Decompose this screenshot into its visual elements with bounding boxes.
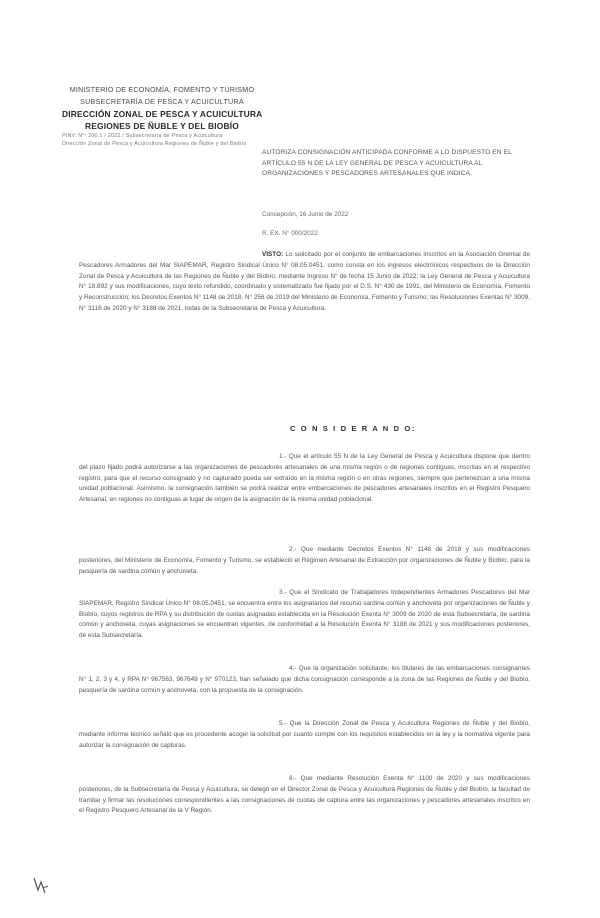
considerando-item-6 — [79, 774, 530, 817]
regions-line: REGIONES DE ÑUBLE Y DEL BIOBÍO — [85, 121, 239, 131]
item-text: Que el artículo 55 N de la Ley General de Pesca y Acuicultura dispone que dentro del plazo fijado podrá autorizarse a las organizaciones de pescadores artesanales de una misma región o de regiones contiguas, inscritas en el respectivo registro, para que el recurso consignado y no capturado pueda ser extraído en la misma región o en otras regiones, siempre que pertenezcan a una misma unidad poblacional. Asimismo, la consignación también se podrá realizar entre embarcaciones de pescadores artesanales inscritos en el Registro Pesquero Artesanal, en regiones no contiguas al lugar de origen de la asignación de la misma unidad poblacional. — [79, 453, 530, 504]
considerando-heading: C O N S I D E R A N D O: — [290, 424, 417, 433]
visto-text: Lo solicitado por el conjunto de embarcaciones inscritos en la Asociación Gremial de Pescadores Armadores del Mar SIAPEMAR, Registro Sindical Único N° 08.05.0451, como consta en los ingresos electrónicos respectivos de la Dirección Zonal de Pesca y Acuicultura de las Regiones de Ñuble y del Biobío, mediante Ingreso N° de fecha 15 Junio de 2022; la Ley General de Pesca y Acuicultura N° 18.892 y sus modificaciones, cuyo texto refundido, coordinado y sistematizado fue fijado por el D.S. N° 430 de 1991, del Ministerio de Economía, Fomento y Reconstrucción; los Decretos Exentos N° 1148 de 2018, N° 256 de 2019 del Ministerio de Economía, Fomento y Turismo; las Resoluciones Exentas N° 3009, N° 3116 de 2020 y N° 3188 de 2021, todas de la Subsecretaría de Pesca y Acuicultura. — [79, 251, 530, 312]
considerando-item-4 — [79, 664, 530, 696]
undersecretary-line: SUBSECRETARÍA DE PESCA Y ACUICULTURA — [80, 97, 244, 106]
resolution-number: R. EX. N° 000/2022 — [262, 230, 318, 237]
resolution-subject: AUTORIZA CONSIGNACIÓN ANTICIPADA CONFORME A LO DISPUESTO EN EL ARTÍCULO 55 N DE LA LEY GENERAL DE PESCA Y ACUICULTURA AL ORGANIZACIONES Y PESCADORES ARTESANALES QUE INDICA. — [262, 149, 512, 178]
considerando-item-1 — [79, 452, 530, 506]
initials-mark-icon — [32, 876, 50, 896]
considerando-item-3 — [79, 588, 530, 642]
letterhead — [62, 84, 262, 148]
zonal-directorate-line: DIRECCIÓN ZONAL DE PESCA Y ACUICULTURA — [62, 109, 263, 119]
item-text: Que mediante Resolución Exenta N° 1100 de 2020 y sus modificaciones posteriores, de la Subsecretaría de Pesca y Acuicultura, se delegó en el Director Zonal de Pesca y Acuicultura Regiones de Ñuble y del Biobío, la facultad de tramitar y firmar las resoluciones correspondientes a las consignaciones de cuotas de captura entre las organizaciones y pescadores artesanales inscritos en el Registro Pesquero Artesanal de la V Región. — [79, 775, 530, 815]
resolution-date: Concepción, 16 Junio de 2022 — [262, 211, 349, 218]
visto-label: VISTO: — [262, 251, 284, 258]
item-number: 5.- — [279, 720, 287, 727]
item-text: Que la Dirección Zonal de Pesca y Acuicultura Regiones de Ñuble y del Biobío, mediante informe técnico señaló que es procedente acoger la solicitud por cuanto cumple con los requisitos establecidos en la ley y la normativa vigente para autorizar la consignación de capturas. — [79, 720, 530, 749]
ministry-line: MINISTERIO DE ECONOMÍA, FOMENTO Y TURISMO — [69, 85, 255, 94]
item-text: Que el Sindicato de Trabajadores Independientes Armadores Pescadores del Mar SIAPEMAR, Registro Sindical Único N° 08.05.0451, se encuentra entre los asignatarios del recurso sardina común y anchoveta por organizaciones de Ñuble y Biobío, cuyos registros de RPA y su distribución de cuotas asignadas establecida en la Resolución Exenta N° 3009 de 2020 de esta Subsecretaría, de sardina común y anchoveta, cuyas asignaciones se encuentran vigentes, de conformidad a la Resolución Exenta N° 3188 de 2021 y sus modificaciones posteriores, de esta Subsecretaría. — [79, 589, 531, 640]
item-number: 3.- — [279, 589, 287, 596]
item-text: Que mediante Decretos Exentos N° 1148 de 2018 y sus modificaciones posteriores, del Ministerio de Economía, Fomento y Turismo, se estableció el Régimen Artesanal de Extracción por organizaciones de Ñuble y Biobío, para la pesquería de sardina común y anchoveta. — [79, 546, 531, 575]
item-number: 1.- — [279, 453, 287, 460]
reference-line-2: Dirección Zonal de Pesca y Acuicultura Regiones de Ñuble y del Biobío — [62, 141, 247, 147]
item-text: Que la organización solicitante, los titulares de las embarcaciones consignantes N° 1, 2, 3 y 4, y RPA N° 967563, 967649 y N° 970123, han señalado que dicha consignación corresponde a la zona de las Regiones de Ñuble y del Biobío, pesquería de sardina común y anchoveta, con la propuesta de la consignación. — [79, 665, 530, 694]
item-number: 4.- — [289, 665, 297, 672]
item-number: 2.- — [289, 546, 297, 553]
reference-line-1: PINV. N°: 200.1 / 2022 / Subsecretaría de Pesca y Acuicultura — [62, 133, 223, 139]
item-number: 6.- — [289, 775, 297, 782]
visto-paragraph — [79, 250, 530, 315]
considerando-item-5 — [79, 719, 530, 751]
considerando-item-2 — [79, 545, 530, 577]
